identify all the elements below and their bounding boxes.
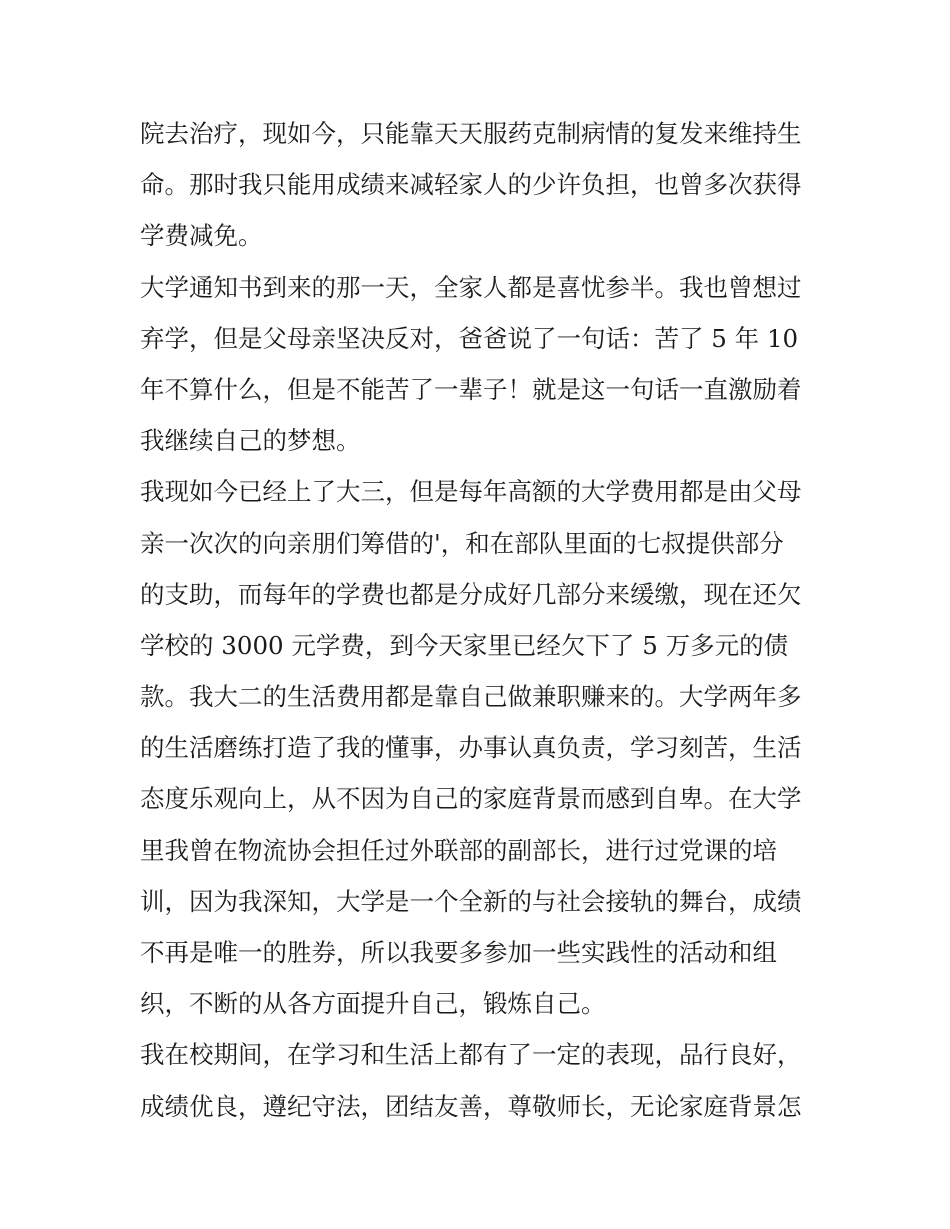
text-line: 院去治疗，现如今，只能靠天天服药克制病情的复发来维持生 [140, 119, 802, 148]
text-line: 态度乐观向上，从不因为自己的家庭背景而感到自卑。在大学 [140, 784, 802, 814]
text-line: 我在校期间，在学习和生活上都有了一定的表现，品行良好， [140, 1040, 802, 1070]
text-line: 我现如今已经上了大三，但是每年高额的大学费用都是由父母 [140, 477, 802, 507]
text-line: 训，因为我深知，大学是一个全新的与社会接轨的舞台，成绩 [140, 886, 802, 916]
text-line: 的支助，而每年的学费也都是分成好几部分来缓缴，现在还欠 [140, 579, 802, 609]
text-line: 亲一次次的向亲朋们筹借的'，和在部队里面的七叔提供部分 [140, 528, 784, 558]
text-line: 我继续自己的梦想。 [140, 426, 361, 456]
text-line: 弃学，但是父母亲坚决反对，爸爸说了一句话：苦了 5 年 10 [140, 323, 799, 353]
text-line: 年不算什么，但是不能苦了一辈子！就是这一句话一直激励着 [140, 374, 802, 404]
document-body-text [140, 108, 820, 1132]
text-line: 织，不断的从各方面提升自己，锻炼自己。 [140, 989, 606, 1019]
text-line: 不再是唯一的胜券，所以我要多参加一些实践性的活动和组 [140, 938, 777, 967]
text-line: 学费减免。 [140, 221, 263, 251]
text-line: 学校的 3000 元学费，到今天家里已经欠下了 5 万多元的债 [140, 630, 789, 660]
text-line: 款。我大二的生活费用都是靠自己做兼职赚来的。大学两年多 [140, 682, 802, 712]
text-line: 命。那时我只能用成绩来减轻家人的少许负担，也曾多次获得 [140, 170, 802, 200]
text-line: 的生活磨练打造了我的懂事，办事认真负责，学习刻苦，生活 [140, 733, 802, 763]
text-line: 大学通知书到来的那一天，全家人都是喜忧参半。我也曾想过 [140, 272, 802, 302]
text-line: 成绩优良，遵纪守法，团结友善，尊敬师长，无论家庭背景怎 [140, 1091, 802, 1121]
text-line: 里我曾在物流协会担任过外联部的副部长，进行过党课的培 [140, 835, 777, 865]
